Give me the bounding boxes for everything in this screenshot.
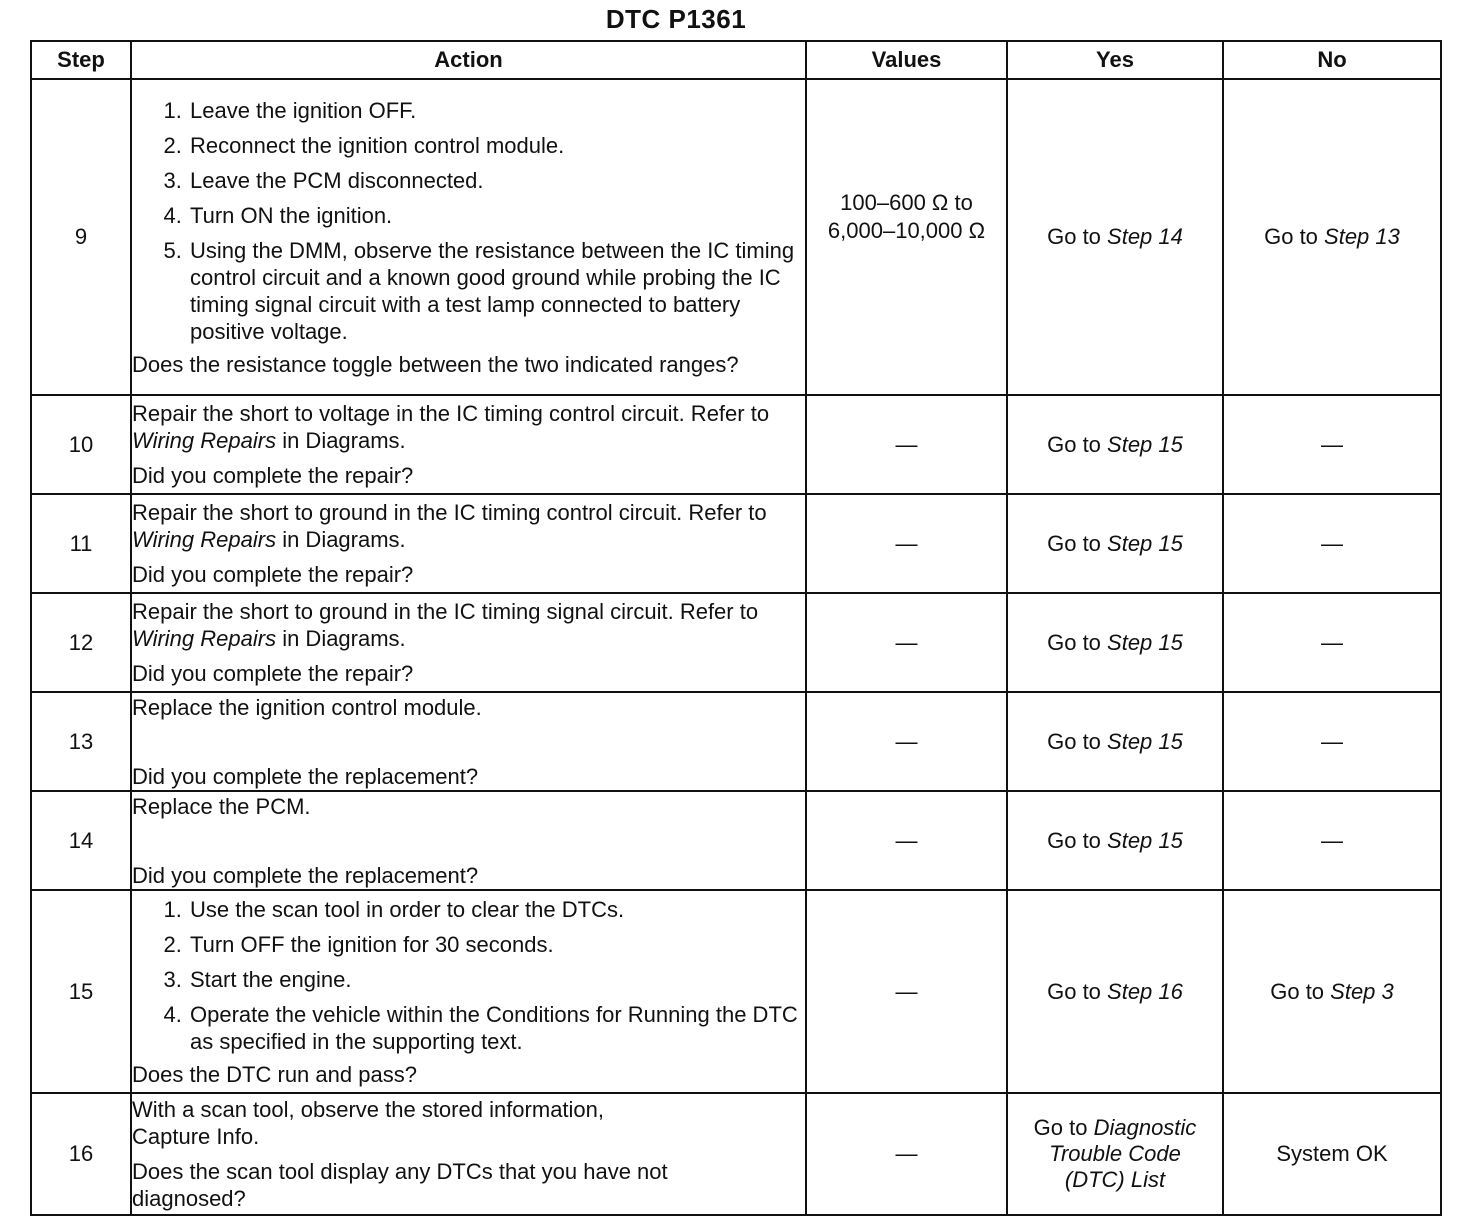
step-reference-link[interactable]: Step 14 <box>1107 224 1183 249</box>
question-text: Did you complete the replacement? <box>132 763 479 789</box>
action-text <box>132 499 805 553</box>
list-item: 2. Reconnect the ignition control module. <box>188 132 805 159</box>
values-cell: — <box>806 395 1007 494</box>
table-row <box>31 494 1441 593</box>
values-text: 6,000–10,000 Ω <box>827 218 986 243</box>
values-cell: — <box>806 494 1007 593</box>
step-number: 12 <box>31 593 131 692</box>
wiring-repairs-link[interactable]: Wiring Repairs <box>132 428 277 453</box>
question-text: Does the resistance toggle between the two indicated ranges? <box>132 351 739 377</box>
values-text: 100–600 Ω to <box>840 190 973 215</box>
goto-label: Go to <box>1047 224 1108 249</box>
question-text: Did you complete the repair? <box>132 463 414 488</box>
spacer <box>132 828 805 862</box>
step-reference-link[interactable]: Step 15 <box>1107 629 1183 655</box>
list-item: 1. Use the scan tool in order to clear the DTCs. <box>188 896 805 923</box>
table-row <box>31 395 1441 494</box>
question-text: Does the scan tool display any DTCs that you have not diagnosed? <box>132 1159 668 1211</box>
table-row <box>31 79 1441 395</box>
goto-label: Go to <box>1033 1115 1094 1140</box>
action-text-part: Repair the short to ground in the IC timing signal circuit. Refer to <box>132 599 759 624</box>
yes-cell <box>1007 494 1223 593</box>
wiring-repairs-link[interactable]: Wiring Repairs <box>132 527 277 552</box>
action-text: Replace the PCM. <box>132 793 311 819</box>
action-list <box>132 896 805 1055</box>
dtc-list-link[interactable]: Diagnostic Trouble Code (DTC) List <box>1049 1115 1197 1192</box>
diagnostic-table <box>30 40 1442 1216</box>
yes-cell <box>1007 1093 1223 1215</box>
header-step: Step <box>31 41 131 79</box>
action-text-part: in Diagrams. <box>276 527 406 552</box>
header-values: Values <box>806 41 1007 79</box>
values-cell: — <box>806 1093 1007 1215</box>
step-number: 13 <box>31 692 131 791</box>
list-item: 1. Leave the ignition OFF. <box>188 97 805 124</box>
action-cell <box>131 890 806 1093</box>
yes-cell <box>1007 890 1223 1093</box>
action-cell <box>131 791 806 890</box>
no-cell <box>1223 890 1441 1093</box>
step-number: 16 <box>31 1093 131 1215</box>
list-item: 5. Using the DMM, observe the resistance between the IC timing control circuit and a known good ground while probing the IC timing signal circuit with a test lamp connected to battery positive voltage. <box>188 237 805 345</box>
goto-label: Go to <box>1047 431 1108 457</box>
list-item: 3. Start the engine. <box>188 966 805 993</box>
question-text: Did you complete the repair? <box>132 661 414 686</box>
action-text <box>132 598 805 652</box>
table-row <box>31 692 1441 791</box>
no-cell: — <box>1223 593 1441 692</box>
action-text: With a scan tool, observe the stored information, Capture Info. <box>132 1097 605 1149</box>
no-cell <box>1223 79 1441 395</box>
step-number: 14 <box>31 791 131 890</box>
yes-cell <box>1007 593 1223 692</box>
page-title: DTC P1361 <box>605 4 747 34</box>
values-cell: — <box>806 692 1007 791</box>
no-cell: System OK <box>1223 1093 1441 1215</box>
action-cell <box>131 494 806 593</box>
values-cell: — <box>806 791 1007 890</box>
goto-label: Go to <box>1047 728 1108 754</box>
step-number: 15 <box>31 890 131 1093</box>
action-text <box>132 400 805 454</box>
action-list <box>132 97 805 345</box>
question-text: Did you complete the replacement? <box>132 862 479 888</box>
list-item: 3. Leave the PCM disconnected. <box>188 167 805 194</box>
step-number: 11 <box>31 494 131 593</box>
goto-label: Go to <box>1270 978 1331 1004</box>
no-cell: — <box>1223 494 1441 593</box>
goto-label: Go to <box>1047 827 1108 853</box>
wiring-repairs-link[interactable]: Wiring Repairs <box>132 626 277 651</box>
list-item: 4. Turn ON the ignition. <box>188 202 805 229</box>
no-cell: — <box>1223 395 1441 494</box>
step-reference-link[interactable]: Step 15 <box>1107 728 1183 754</box>
step-reference-link[interactable]: Step 15 <box>1107 530 1183 556</box>
table-row <box>31 890 1441 1093</box>
spacer <box>132 729 805 763</box>
action-text-part: in Diagrams. <box>276 626 406 651</box>
step-number: 9 <box>31 79 131 395</box>
action-text: Replace the ignition control module. <box>132 694 482 720</box>
step-reference-link[interactable]: Step 15 <box>1107 431 1183 457</box>
table-row <box>31 1093 1441 1215</box>
step-reference-link[interactable]: Step 16 <box>1107 978 1183 1004</box>
header-yes: Yes <box>1007 41 1223 79</box>
goto-label: Go to <box>1047 978 1108 1004</box>
action-text-part: in Diagrams. <box>276 428 406 453</box>
yes-cell <box>1007 791 1223 890</box>
goto-label: Go to <box>1264 224 1325 249</box>
action-cell <box>131 593 806 692</box>
action-text-part: Repair the short to ground in the IC timing control circuit. Refer to <box>132 500 767 525</box>
list-item: 4. Operate the vehicle within the Conditions for Running the DTC as specified in the supporting text. <box>188 1001 805 1055</box>
values-cell: — <box>806 593 1007 692</box>
goto-label: Go to <box>1047 629 1108 655</box>
goto-label: Go to <box>1047 530 1108 556</box>
header-no: No <box>1223 41 1441 79</box>
step-reference-link[interactable]: Step 15 <box>1107 827 1183 853</box>
step-reference-link[interactable]: Step 13 <box>1324 224 1400 249</box>
question-text: Did you complete the repair? <box>132 562 414 587</box>
header-action: Action <box>131 41 806 79</box>
list-item: 2. Turn OFF the ignition for 30 seconds. <box>188 931 805 958</box>
action-cell <box>131 395 806 494</box>
yes-cell <box>1007 395 1223 494</box>
no-cell: — <box>1223 791 1441 890</box>
table-row <box>31 593 1441 692</box>
yes-cell <box>1007 692 1223 791</box>
question-text: Does the DTC run and pass? <box>132 1061 417 1087</box>
yes-cell <box>1007 79 1223 395</box>
no-cell: — <box>1223 692 1441 791</box>
table-header-row <box>31 41 1441 79</box>
step-reference-link[interactable]: Step 3 <box>1330 978 1394 1004</box>
action-cell <box>131 1093 806 1215</box>
step-number: 10 <box>31 395 131 494</box>
action-cell <box>131 79 806 395</box>
values-cell: — <box>806 890 1007 1093</box>
table-row <box>31 791 1441 890</box>
action-cell <box>131 692 806 791</box>
action-text-part: Repair the short to voltage in the IC timing control circuit. Refer to <box>132 401 770 426</box>
values-cell <box>806 79 1007 395</box>
